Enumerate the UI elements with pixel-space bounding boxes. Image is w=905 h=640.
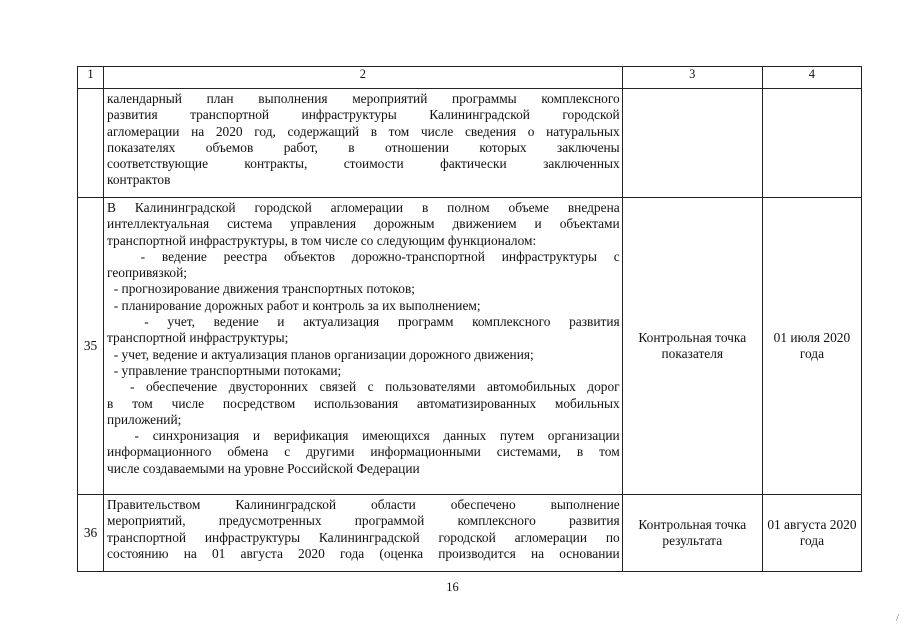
description-line: состоянию на 01 августа 2020 года (оценка производится на основании <box>107 545 620 561</box>
description-line: транспортной инфраструктуры; <box>107 330 289 346</box>
row-date: 01 августа 2020 года <box>762 495 861 572</box>
description-line: в том числе посредством использования автоматизированных мобильных <box>107 395 620 411</box>
description-line: календарный план выполнения мероприятий программы комплексного <box>107 91 620 106</box>
description-line: геопривязкой; <box>107 265 188 281</box>
description-line: - ведение реестра объектов дорожно-транспортной инфраструктуры с <box>107 248 620 264</box>
description-line: информационного обмена с другими информационными системами, в том <box>107 444 620 460</box>
description-line: Правительством Калининградской области обеспечено выполнение <box>107 497 620 512</box>
row-type <box>622 89 762 198</box>
description-line: - учет, ведение и актуализация планов организации дорожного движения; <box>107 346 534 362</box>
header-cell-1: 1 <box>78 67 104 89</box>
description-line: интеллектуальная система управления дорожным движением и объектами <box>107 216 620 232</box>
scan-mark: / <box>895 612 899 624</box>
description-line: числе создаваемыми на уровне Российской Федерации <box>107 460 420 476</box>
row-number: 36 <box>78 495 104 572</box>
description-line: - планирование дорожных работ и контроль за их выполнением; <box>107 297 481 313</box>
row-number: 35 <box>78 198 104 495</box>
table-row <box>78 495 862 572</box>
description-line: транспортной инфраструктуры, в том числе со следующим функционалом: <box>107 232 537 248</box>
description-line: развития транспортной инфраструктуры Калининградской городской <box>107 107 620 123</box>
table-row <box>78 89 862 198</box>
row-description <box>104 495 623 572</box>
header-cell-2: 2 <box>104 67 623 89</box>
row-date <box>762 89 861 198</box>
table-row <box>78 198 862 495</box>
description-line: - обеспечение двусторонних связей с пользователями автомобильных дорог <box>107 379 620 395</box>
description-line: - управление транспортными потоками; <box>107 362 342 378</box>
row-description <box>104 198 623 495</box>
row-number <box>78 89 104 198</box>
description-line: агломерации на 2020 год, содержащий в том числе сведения о натуральных <box>107 123 620 139</box>
description-line: В Калининградской городской агломерации в полном объеме внедрена <box>107 200 620 215</box>
header-row <box>78 67 862 89</box>
header-cell-4: 4 <box>762 67 861 89</box>
description-line: мероприятий, предусмотренных программой комплексного развития <box>107 513 620 529</box>
description-line: - прогнозирование движения транспортных потоков; <box>107 281 415 297</box>
row-type: Контрольная точка результата <box>622 495 762 572</box>
description-line: контрактов <box>107 172 171 188</box>
description-line: - синхронизация и верификация имеющихся данных путем организации <box>107 428 620 444</box>
description-line: транспортной инфраструктуры Калининградской городской агломерации по <box>107 529 620 545</box>
description-line: приложений; <box>107 411 182 427</box>
description-line: - учет, ведение и актуализация программ комплексного развития <box>107 314 620 330</box>
plan-table <box>77 66 862 572</box>
description-line: соответствующие контракты, стоимости фактически заключенных <box>107 156 620 172</box>
row-description <box>104 89 623 198</box>
description-line: показателях объемов работ, в отношении которых заключены <box>107 139 620 155</box>
page-number: 16 <box>446 580 459 594</box>
header-cell-3: 3 <box>622 67 762 89</box>
row-date: 01 июля 2020 года <box>762 198 861 495</box>
row-type: Контрольная точка показателя <box>622 198 762 495</box>
